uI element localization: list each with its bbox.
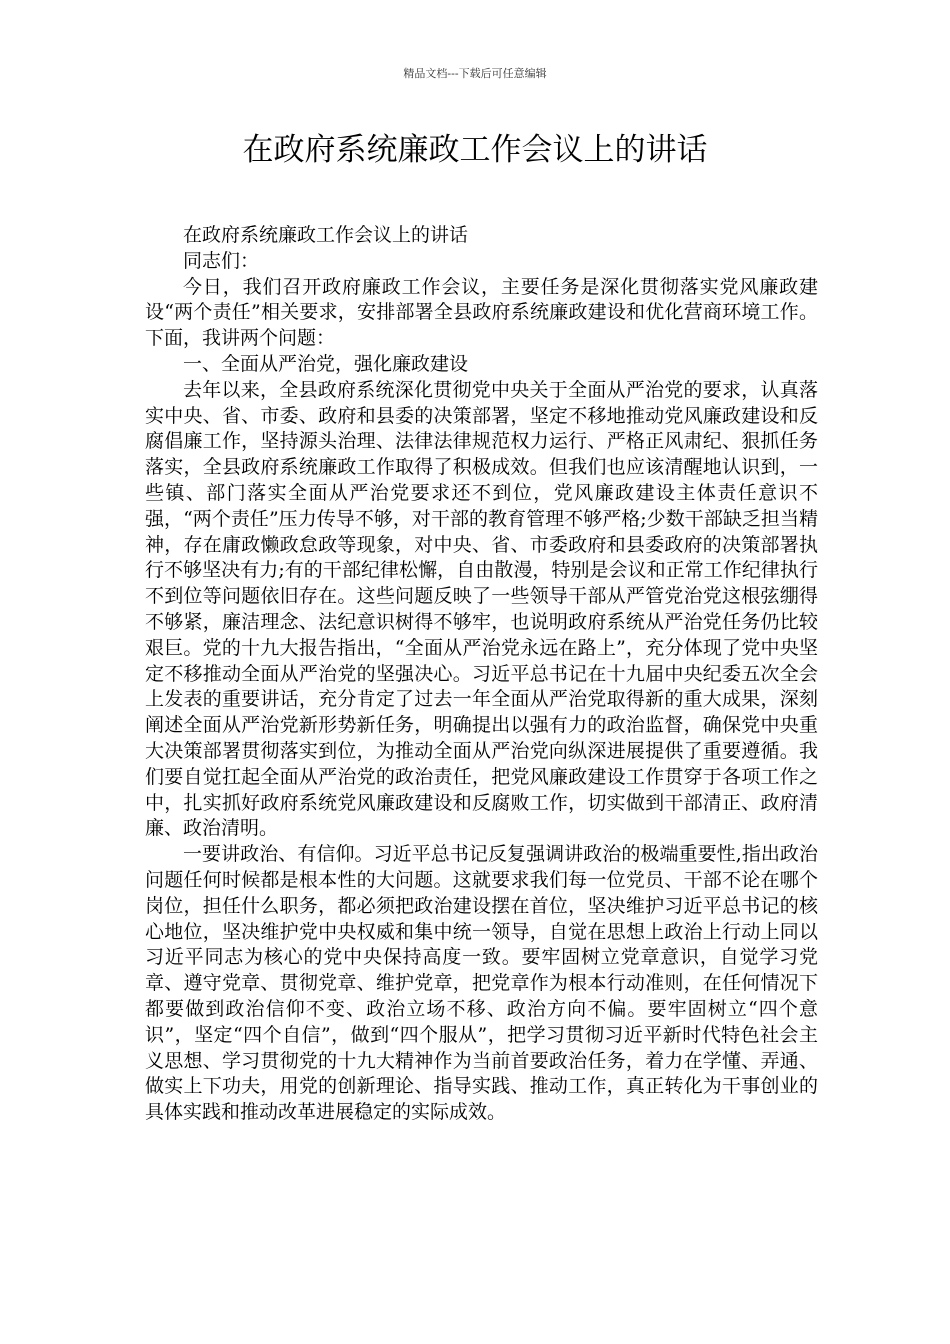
body-paragraph-subtitle: 在政府系统廉政工作会议上的讲话 <box>183 224 469 246</box>
body-section-heading: 一、全面从严治党，强化廉政建设 <box>183 352 469 375</box>
body-paragraph: 一要讲政治、有信仰。习近平总书记反复强调讲政治的极端重要性,指出政治问题任何时候都是根本性的大问题。这就要求我们每一位党员、干部不论在哪个岗位，担任什么职务，都必须把政治建设摆在首位，坚决维护习近平总书记的核心地位，坚决维护党中央权威和集中统一领导，自觉在思想上政治上行动上同以习近平同志为核心的党中央保持高度一致。要牢固树立党章意识，自觉学习党章、遵守党章、贯彻党章、维护党章，把党章作为根本行动准则，在任何情况下都要做到政治信仰不变、政治立场不移、政治方向不偏。要牢固树立“四个意识”，坚定“四个自信”，做到“四个服从”，把学习贯彻习近平新时代特色社会主义思想、学习贯彻党的十九大精神作为当前首要政治任务，着力在学懂、弄通、做实上下功夫，用党的创新理论、指导实践、推动工作，真正转化为干事创业的具体实践和推动改革进展稳定的实际成效。 <box>145 843 818 1124</box>
body-paragraph-salutation: 同志们： <box>183 249 260 272</box>
body-paragraph-intro: 今日，我们召开政府廉政工作会议，主要任务是深化贯彻落实党风廉政建设“两个责任”相关要求，安排部署全县政府系统廉政建设和优化营商环境工作。下面，我讲两个问题： <box>145 275 818 350</box>
document-title: 在政府系统廉政工作会议上的讲话 <box>242 132 708 168</box>
body-paragraph: 去年以来，全县政府系统深化贯彻党中央关于全面从严治党的要求，认真落实中央、省、市委、政府和县委的决策部署，坚定不移地推动党风廉政建设和反腐倡廉工作，坚持源头治理、法律法律规范权力运行、严格正风肃纪、狠抓任务落实，全县政府系统廉政工作取得了积极成效。但我们也应该清醒地认识到，一些镇、部门落实全面从严治党要求还不到位，党风廉政建设主体责任意识不强，“两个责任”压力传导不够，对干部的教育管理不够严格;少数干部缺乏担当精神，存在庸政懒政怠政等现象，对中央、省、市委政府和县委政府的决策部署执行不够坚决有力;有的干部纪律松懈，自由散漫，特别是会议和正常工作纪律执行不到位等问题依旧存在。这些问题反映了一些领导干部从严管党治党这根弦绷得不够紧，廉洁理念、法纪意识树得不够牢，也说明政府系统从严治党任务仍比较艰巨。党的十九大报告指出，“全面从严治党永远在路上”，充分体现了党中央坚定不移推动全面从严治党的坚强决心。习近平总书记在十九届中央纪委五次全会上发表的重要讲话，充分肯定了过去一年全面从严治党取得新的重大成果，深刻阐述全面从严治党新形势新任务，明确提出以强有力的政治监督，确保党中央重大决策部署贯彻落实到位，为推动全面从严治党向纵深进展提供了重要遵循。我们要自觉扛起全面从严治党的政治责任，把党风廉政建设工作贯穿于各项工作之中，扎实抓好政府系统党风廉政建设和反腐败工作，切实做到干部清正、政府清廉、政治清明。 <box>145 378 818 840</box>
header-note: 精品文档---下载后可任意编辑 <box>403 67 547 80</box>
document-body <box>145 223 818 1126</box>
